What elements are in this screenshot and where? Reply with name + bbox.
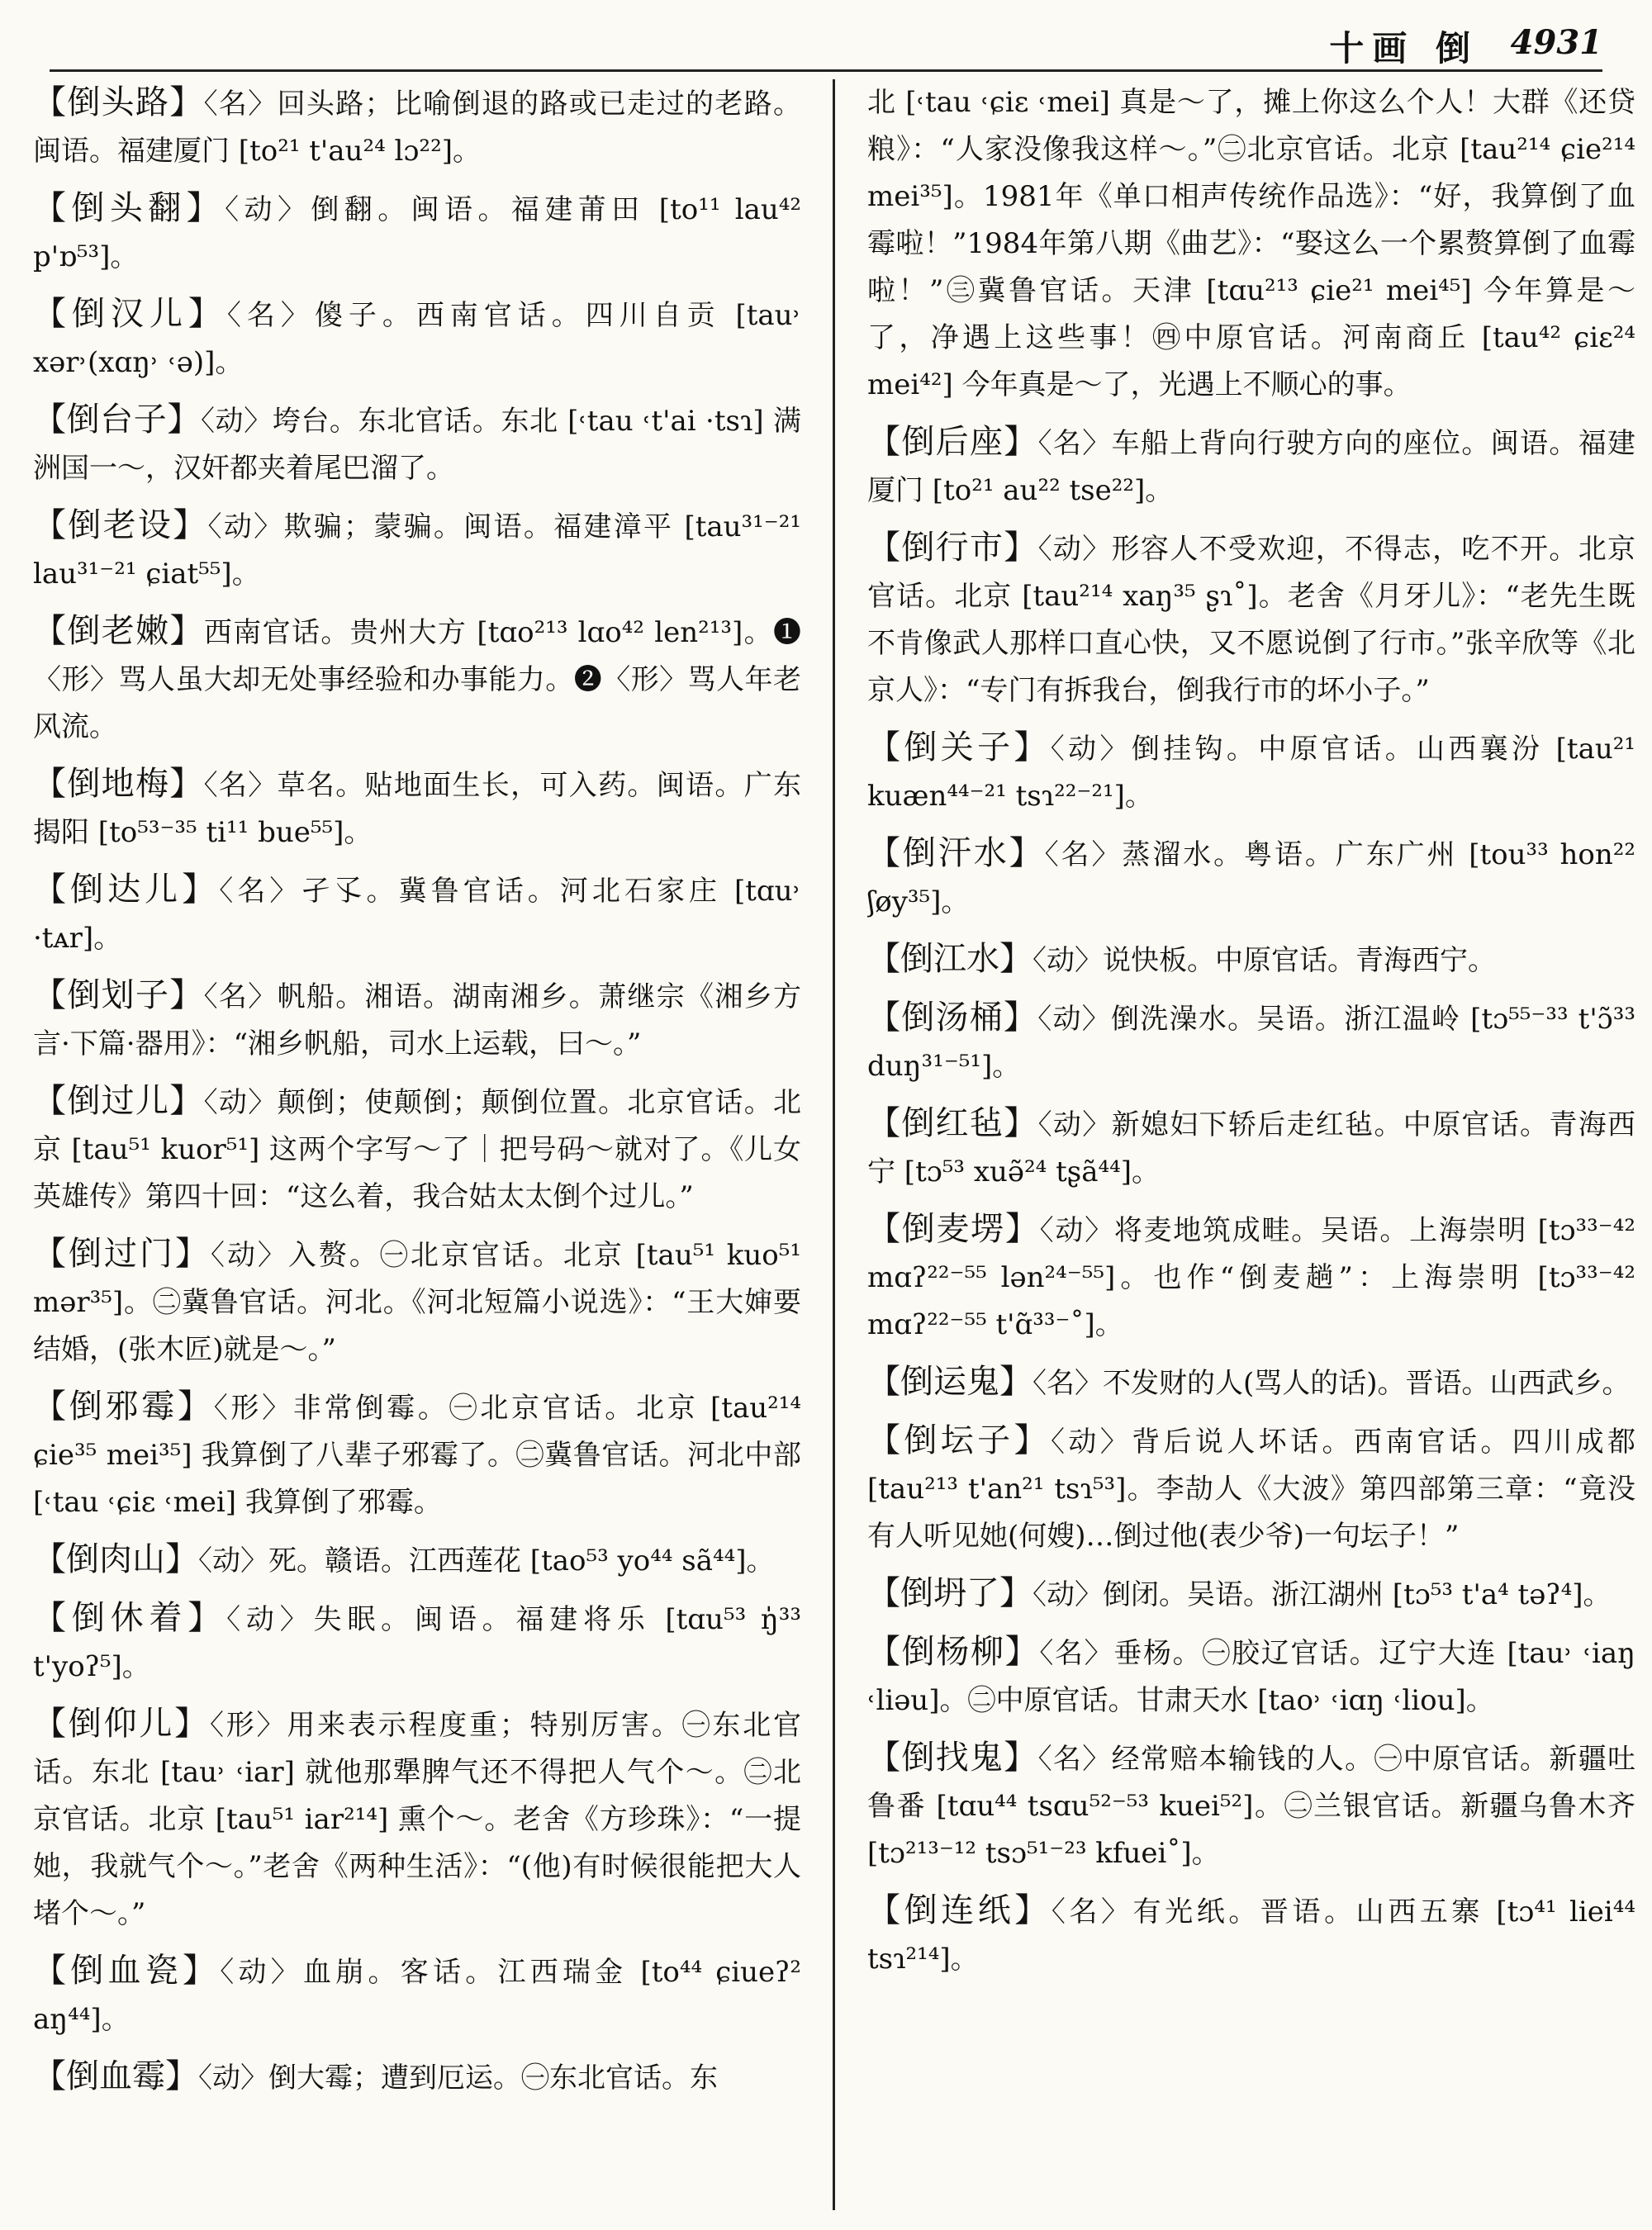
dictionary-entry xyxy=(33,866,801,962)
entry-definition: 〈动〉说快板。中原官话。青海西宁。 xyxy=(1032,944,1496,977)
dictionary-entry xyxy=(33,79,801,175)
entry-headword: 【倒杨柳】 xyxy=(867,1633,1040,1671)
entry-definition: 〈动〉形容人不受欢迎，不得志，吃不开。北京官话。北京 [tau²¹⁴ xaŋ³⁵ ʂɿ˚]。老舍《月牙儿》：“老先生既不肯像武人那样口直心快，又不愿说倒了行市。”张辛欣等《北京人》：“专门有拆我台，倒我行市的坏小子。” xyxy=(867,533,1635,707)
entry-definition: 西南官话。贵州大方 [tɑo²¹³ lɑo⁴² len²¹³]。❶〈形〉骂人虽大却无处事经验和办事能力。❷〈形〉骂人年老风流。 xyxy=(33,616,801,743)
entry-definition: 〈动〉倒洗澡水。吴语。浙江温岭 [tɔ⁵⁵⁻³³ t'ɔ̃³³ duŋ³¹⁻⁵¹]。 xyxy=(867,1003,1635,1083)
dictionary-entry xyxy=(33,502,801,598)
entry-definition: 〈名〉回头路；比喻倒退的路或已走过的老路。闽语。福建厦门 [to²¹ t'au²⁴ lɔ²²]。 xyxy=(33,88,801,168)
entry-headword: 【倒休着】 xyxy=(33,1599,227,1637)
entry-definition: 〈名〉不发财的人(骂人的话)。晋语。山西武乡。 xyxy=(1032,1367,1631,1400)
entry-definition: 〈动〉死。赣语。江西莲花 [tao⁵³ yo⁴⁴ sã⁴⁴]。 xyxy=(198,1544,775,1578)
dictionary-entry xyxy=(867,1206,1635,1349)
dictionary-entry xyxy=(867,1417,1635,1560)
entry-definition: 〈名〉车船上背向行驶方向的座位。闽语。福建厦门 [to²¹ au²² tse²²]。 xyxy=(867,427,1635,507)
dictionary-entry xyxy=(33,972,801,1068)
entry-definition: 北 [˓tau ˓ɕiɛ ˓mei] 真是～了，摊上你这么个人！大群《还贷粮》：“人家没像我这样～。”㊁北京官话。北京 [tau²¹⁴ ɕie²¹⁴ mei³⁵]。1981年《单口相声传统作品选》：“好，我算倒了血霉啦！”1984年第八期《曲艺》：“娶这么一个累赘算倒了血霉啦！”㊂冀鲁官话。天津 [tɑu²¹³ ɕie²¹ mei⁴⁵] 今年算是～了，净遇上这些事！㊃中原官话。河南商丘 [tau⁴² ɕiɛ²⁴ mei⁴²] 今年真是～了，光遇上不顺心的事。 xyxy=(867,86,1635,401)
running-title: 十画 倒 xyxy=(1329,28,1479,69)
dictionary-entry xyxy=(33,761,801,856)
dictionary-entry xyxy=(867,830,1635,926)
entry-headword: 【倒划子】 xyxy=(33,976,204,1014)
entry-headword: 【倒红毡】 xyxy=(867,1104,1038,1142)
entry-headword: 【倒坛子】 xyxy=(867,1421,1051,1459)
dictionary-entry xyxy=(867,994,1635,1090)
dictionary-entry xyxy=(33,1536,801,1585)
entry-headword: 【倒肉山】 xyxy=(33,1540,198,1578)
entry-definition: 〈动〉倒闭。吴语。浙江湖州 [tɔ⁵³ t'a⁴ təʔ⁴]。 xyxy=(1032,1578,1612,1611)
dictionary-entry xyxy=(33,1701,801,1938)
entry-headword: 【倒过门】 xyxy=(33,1235,211,1273)
entry-definition: 〈动〉背后说人坏话。西南官话。四川成都 [tau²¹³ t'an²¹ tsɿ⁵³]。李劼人《大波》第四部第三章：“竟没有人听见她(何嫂)…倒过他(表少爷)一句坛子！” xyxy=(867,1426,1635,1553)
entry-headword: 【倒麦塄】 xyxy=(867,1210,1040,1248)
entry-headword: 【倒江水】 xyxy=(867,940,1032,978)
entry-definition: 〈动〉新媳妇下轿后走红毡。中原官话。青海西宁 [tɔ⁵³ xuə̃²⁴ tʂã⁴⁴]。 xyxy=(867,1108,1635,1189)
entry-headword: 【倒达儿】 xyxy=(33,871,220,909)
entry-definition: 〈名〉帆船。湘语。湖南湘乡。萧继宗《湘乡方言·下篇·器用》：“湘乡帆船，司水上运载，曰～。” xyxy=(33,980,801,1060)
dictionary-entry xyxy=(33,1078,801,1221)
entry-definition: 〈动〉欺骗；蒙骗。闽语。福建漳平 [tau³¹⁻²¹ lau³¹⁻²¹ ɕiat⁵⁵]。 xyxy=(33,510,801,591)
entry-headword: 【倒坍了】 xyxy=(867,1574,1032,1612)
entry-definition: 〈动〉颠倒；使颠倒；颠倒位置。北京官话。北京 [tau⁵¹ kuor⁵¹] 这两个字写～了｜把号码～就对了。《儿女英雄传》第四十回：“这么着，我合姑太太倒个过儿。” xyxy=(33,1086,801,1213)
entry-headword: 【倒仰儿】 xyxy=(33,1705,210,1743)
entry-headword: 【倒老嫩】 xyxy=(33,612,204,650)
entry-headword: 【倒血霉】 xyxy=(33,2057,198,2095)
dictionary-entry xyxy=(867,936,1635,985)
entry-headword: 【倒过儿】 xyxy=(33,1082,204,1120)
entry-definition: 〈名〉经常赔本输钱的人。㊀中原官话。新疆吐鲁番 [tɑu⁴⁴ tsɑu⁵²⁻⁵³ kuei⁵²]。㊁兰银官话。新疆乌鲁木齐 [tɔ²¹³⁻¹² tsɔ⁵¹⁻²³ kfuei˚]。 xyxy=(867,1743,1635,1870)
dictionary-entry xyxy=(867,1100,1635,1196)
dictionary-entry xyxy=(33,185,801,281)
dictionary-entry xyxy=(33,1595,801,1691)
dictionary-entry xyxy=(867,724,1635,820)
dictionary-entry xyxy=(33,608,801,751)
entry-definition: 〈名〉傻子。西南官话。四川自贡 [tau˒ xər˒(xɑŋ˒ ˓ə)]。 xyxy=(33,299,801,379)
entry-definition: 〈动〉倒翻。闽语。福建莆田 [to¹¹ lau⁴² p'ɒ⁵³]。 xyxy=(33,193,801,273)
entry-definition: 〈形〉非常倒霉。㊀北京官话。北京 [tau²¹⁴ ɕie³⁵ mei³⁵] 我算倒了八辈子邪霉了。㊁冀鲁官话。河北中部 [˓tau ˓ɕiɛ ˓mei] 我算倒了邪霉。 xyxy=(33,1392,801,1519)
page-header xyxy=(50,12,1602,72)
entry-definition: 〈动〉倒挂钩。中原官话。山西襄汾 [tau²¹ kuæn⁴⁴⁻²¹ tsɿ²²⁻²¹]。 xyxy=(867,733,1635,813)
entry-definition: 〈名〉垂杨。㊀胶辽官话。辽宁大连 [tau˒ ˓iaŋ ˓liəu]。㊁中原官话。甘肃天水 [tao˒ ˓iɑŋ ˓liou]。 xyxy=(867,1637,1635,1717)
dictionary-entry xyxy=(33,291,801,387)
dictionary-entry xyxy=(867,1570,1635,1619)
entry-headword: 【倒地梅】 xyxy=(33,765,204,803)
dictionary-entry xyxy=(33,2053,801,2102)
entry-definition: 〈动〉垮台。东北官话。东北 [˓tau ˓t'ai ·tsɿ] 满洲国一～，汉奸都夹着尾巴溜了。 xyxy=(33,405,801,485)
entry-definition: 〈动〉入赘。㊀北京官话。北京 [tau⁵¹ kuo⁵¹ mər³⁵]。㊁冀鲁官话。河北。《河北短篇小说选》：“王大婶要结婚，(张木匠)就是～。” xyxy=(33,1239,801,1366)
page-number: 4931 xyxy=(1510,23,1602,62)
entry-definition: 〈动〉失眠。闽语。福建将乐 [tɑu⁵³ ŋ̍³³ t'yoʔ⁵]。 xyxy=(33,1603,801,1683)
entry-definition: 〈名〉蒸溜水。粤语。广东广州 [tou³³ hon²² ʃøy³⁵]。 xyxy=(867,838,1635,918)
entry-headword: 【倒邪霉】 xyxy=(33,1388,214,1426)
entry-headword: 【倒汗水】 xyxy=(867,834,1045,872)
dictionary-entry xyxy=(33,1948,801,2043)
dictionary-entry xyxy=(867,1887,1635,1983)
entry-definition: 〈形〉用来表示程度重；特别厉害。㊀东北官话。东北 [tau˒ ˓iar] 就他那犟脾气还不得把人气个～。㊁北京官话。北京 [tau⁵¹ iar²¹⁴] 熏个～。老舍《方珍珠》：“一提她，我就气个～。”老舍《两种生活》：“(他)有时候很能把大人堵个～。” xyxy=(33,1709,801,1930)
entry-headword: 【倒头翻】 xyxy=(33,189,225,227)
dictionary-entry xyxy=(33,1231,801,1374)
entry-headword: 【倒连纸】 xyxy=(867,1891,1051,1929)
entry-headword: 【倒汤桶】 xyxy=(867,999,1038,1037)
entry-headword: 【倒汉儿】 xyxy=(33,295,227,333)
entry-definition: 〈动〉倒大霉；遭到厄运。㊀东北官话。东 xyxy=(198,2062,718,2095)
dictionary-entry xyxy=(867,1734,1635,1877)
column-divider xyxy=(833,79,835,2210)
entry-headword: 【倒头路】 xyxy=(33,83,204,121)
dictionary-entry xyxy=(33,396,801,492)
entry-definition: 〈名〉孑孓。冀鲁官话。河北石家庄 [tɑu˒ ·tᴀr]。 xyxy=(33,875,801,955)
entry-headword: 【倒运鬼】 xyxy=(867,1363,1032,1401)
right-column xyxy=(867,79,1635,2210)
entry-headword: 【倒关子】 xyxy=(867,728,1051,766)
entry-definition: 〈动〉血崩。客话。江西瑞金 [to⁴⁴ ɕiueʔ² aŋ⁴⁴]。 xyxy=(33,1956,801,2036)
dictionary-entry xyxy=(867,419,1635,515)
entry-definition: 〈动〉将麦地筑成畦。吴语。上海崇明 [tɔ³³⁻⁴² mɑʔ²²⁻⁵⁵ lən²⁴⁻⁵⁵]。也作“倒麦趟”：上海崇明 [tɔ³³⁻⁴² mɑʔ²²⁻⁵⁵ t'ɑ̃³³⁻˚]。 xyxy=(867,1214,1635,1341)
dictionary-entry xyxy=(867,1359,1635,1407)
entry-headword: 【倒行市】 xyxy=(867,529,1038,567)
entry-headword: 【倒老设】 xyxy=(33,506,208,544)
entry-headword: 【倒后座】 xyxy=(867,423,1038,461)
entry-headword: 【倒台子】 xyxy=(33,401,201,439)
dictionary-entry xyxy=(867,1629,1635,1725)
entry-headword: 【倒找鬼】 xyxy=(867,1739,1038,1777)
entry-headword: 【倒血瓷】 xyxy=(33,1952,221,1990)
left-column xyxy=(33,79,801,2210)
entry-definition: 〈名〉有光纸。晋语。山西五寨 [tɔ⁴¹ liei⁴⁴ tsɿ²¹⁴]。 xyxy=(867,1896,1635,1976)
dictionary-entry xyxy=(33,1383,801,1526)
entry-definition: 〈名〉草名。贴地面生长，可入药。闽语。广东揭阳 [to⁵³⁻³⁵ ti¹¹ bue⁵⁵]。 xyxy=(33,769,801,849)
dictionary-entry xyxy=(867,524,1635,714)
dictionary-entry xyxy=(867,79,1635,409)
